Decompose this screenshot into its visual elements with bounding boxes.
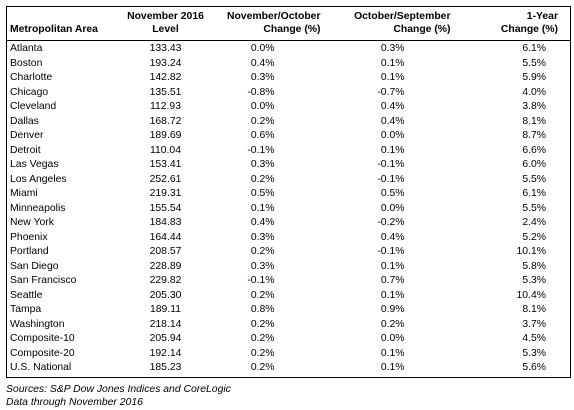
cell-metro-area: New York [10,217,54,228]
cell-level: 184.83 [149,217,182,228]
cell-metro-area: Minneapolis [10,202,66,214]
header-line-1: November 2016 [127,11,204,22]
cell-oct-sep-change: 0.2% [380,318,405,330]
cell-nov-oct-change: 0.2% [250,289,275,301]
cell-level: 189.11 [149,304,181,315]
footnotes [6,383,570,410]
cell-level: 155.54 [149,202,182,214]
cell-oct-sep-change: -0.1% [377,159,405,170]
cell-metro-area: Atlanta [10,43,43,54]
cell-oct-sep-change: -0.2% [377,217,405,228]
cell-nov-oct-change: 0.2% [250,362,275,373]
table-row [7,245,571,260]
cell-oct-sep-change: 0.1% [380,144,405,156]
document [6,6,570,410]
cell-metro-area: Los Angeles [10,173,67,185]
table-row [7,303,571,318]
cell-level: 112.93 [149,101,181,112]
cell-nov-oct-change: 0.2% [250,318,275,330]
cell-1-year-change: 5.9% [522,72,546,83]
cell-nov-oct-change: 0.8% [250,304,275,315]
cell-1-year-change: 5.3% [522,347,546,359]
cell-level: 208.57 [149,246,182,257]
cell-level: 164.44 [149,231,182,243]
cell-metro-area: Boston [10,57,43,69]
cell-oct-sep-change: -0.1% [377,246,405,257]
cell-oct-sep-change: 0.4% [380,231,405,243]
table-row [7,202,571,217]
table-row [7,41,571,57]
cell-oct-sep-change: 0.1% [380,260,405,272]
header-line-2: Change (%) [500,24,558,35]
cell-level: 205.30 [149,289,182,301]
cell-nov-oct-change: 0.0% [250,43,275,54]
cell-oct-sep-change: 0.0% [380,130,405,141]
cell-1-year-change: 4.5% [522,333,546,344]
table-row [7,100,571,115]
cell-oct-sep-change: 0.0% [380,333,405,344]
cell-nov-oct-change: 0.3% [250,260,275,272]
table-row [7,347,571,362]
table-row [7,129,571,144]
cell-metro-area: Las Vegas [10,159,59,170]
header-1-year-change [463,7,571,41]
table-row [7,187,571,202]
cell-nov-oct-change: 0.1% [250,202,275,214]
table-row [7,71,571,86]
cell-1-year-change: 6.1% [522,188,546,199]
header-line-1: November/October [226,11,321,22]
table-body [7,41,571,378]
cell-level: 228.89 [149,260,182,272]
table-row [7,173,571,188]
cell-1-year-change: 8.7% [522,130,546,141]
cell-metro-area: Washington [10,318,65,330]
cell-oct-sep-change: 0.5% [380,188,405,199]
header-line-1: October/September [354,11,451,22]
table-row [7,274,571,289]
cell-metro-area: U.S. National [10,362,72,373]
cell-1-year-change: 5.3% [522,275,546,286]
cell-level: 229.82 [149,275,182,286]
cell-nov-oct-change: 0.2% [250,333,275,344]
cell-1-year-change: 5.8% [522,260,546,272]
cell-nov-oct-change: 0.0% [250,101,275,112]
cell-metro-area: Seattle [10,289,43,301]
header-line-2: Change (%) [393,24,451,35]
header-line-2: Change (%) [263,24,321,35]
table-row [7,332,571,347]
cell-nov-oct-change: 0.5% [250,188,275,199]
cell-oct-sep-change: 0.1% [380,72,405,83]
cell-1-year-change: 6.0% [522,159,546,170]
cell-metro-area: Charlotte [10,72,53,83]
cell-level: 142.82 [149,72,182,83]
sources-note: Sources: S&P Dow Jones Indices and CoreLogic [6,383,231,395]
cell-1-year-change: 3.7% [522,318,546,330]
cell-oct-sep-change: 0.1% [380,362,405,373]
cell-metro-area: Composite-10 [10,333,75,344]
cell-nov-oct-change: 0.2% [250,173,275,185]
cell-1-year-change: 10.4% [516,289,546,301]
table-row [7,144,571,159]
table-header [7,7,571,41]
table-row [7,216,571,231]
cell-nov-oct-change: -0.1% [247,144,275,156]
cell-metro-area: Miami [10,188,38,199]
cell-level: 168.72 [149,115,182,127]
header-metropolitan-area [7,7,115,41]
cell-nov-oct-change: 0.3% [250,231,275,243]
table-row [7,361,571,377]
cell-oct-sep-change: 0.4% [380,101,405,112]
cell-nov-oct-change: 0.2% [250,246,275,257]
table-row [7,318,571,333]
cell-oct-sep-change: 0.7% [380,275,405,286]
home-price-table [6,6,571,378]
cell-level: 189.69 [149,130,182,141]
cell-nov-oct-change: 0.2% [250,115,275,127]
cell-metro-area: Cleveland [10,101,57,112]
cell-1-year-change: 6.1% [522,43,546,54]
cell-metro-area: Phoenix [10,231,48,243]
cell-oct-sep-change: 0.1% [380,289,405,301]
header-oct-sep-change [337,7,463,41]
cell-oct-sep-change: 0.0% [380,202,405,214]
cell-level: 135.51 [149,86,182,98]
table-row [7,158,571,173]
cell-1-year-change: 8.1% [522,304,546,315]
cell-metro-area: Dallas [10,115,39,127]
header-row [7,7,571,41]
cell-level: 133.43 [149,43,182,54]
cell-level: 219.31 [149,188,182,199]
cell-nov-oct-change: 0.2% [250,347,275,359]
cell-oct-sep-change: 0.1% [380,347,405,359]
cell-nov-oct-change: 0.6% [250,130,275,141]
cell-level: 193.24 [149,57,182,69]
cell-1-year-change: 3.8% [522,101,546,112]
cell-1-year-change: 8.1% [522,115,546,127]
cell-oct-sep-change: 0.4% [380,115,405,127]
cell-metro-area: Chicago [10,86,49,98]
cell-level: 153.41 [149,159,182,170]
cell-1-year-change: 10.1% [516,246,546,257]
header-nov-oct-change [217,7,337,41]
cell-metro-area: Denver [10,130,44,141]
cell-oct-sep-change: 0.9% [380,304,405,315]
table-row [7,115,571,130]
cell-1-year-change: 5.5% [522,202,546,214]
cell-level: 218.14 [149,318,182,330]
cell-1-year-change: 5.5% [522,57,546,69]
cell-nov-oct-change: 0.4% [250,217,275,228]
cell-level: 185.23 [149,362,182,373]
data-through-note: Data through November 2016 [6,397,143,408]
cell-oct-sep-change: -0.7% [377,86,405,98]
cell-nov-oct-change: 0.3% [250,72,275,83]
cell-oct-sep-change: 0.3% [380,43,405,54]
cell-level: 192.14 [149,347,182,359]
cell-metro-area: Portland [10,246,49,257]
cell-nov-oct-change: 0.3% [250,159,275,170]
header-line-2: Level [152,24,179,35]
cell-1-year-change: 4.0% [522,86,546,98]
table-row [7,289,571,304]
cell-metro-area: Composite-20 [10,347,75,359]
cell-metro-area: Tampa [10,304,42,315]
cell-1-year-change: 5.2% [522,231,546,243]
table-row [7,86,571,101]
cell-metro-area: San Diego [10,260,59,272]
cell-metro-area: Detroit [10,144,41,156]
header-line-1: 1-Year [526,11,558,22]
cell-level: 110.04 [149,144,181,156]
cell-1-year-change: 2.4% [522,217,546,228]
table-row [7,57,571,72]
cell-nov-oct-change: 0.4% [250,57,275,69]
cell-nov-oct-change: -0.8% [247,86,275,98]
cell-1-year-change: 5.5% [522,173,546,185]
header-line-2: Metropolitan Area [10,24,98,35]
header-level [115,7,217,41]
cell-oct-sep-change: 0.1% [380,57,405,69]
cell-1-year-change: 6.6% [522,144,546,156]
cell-level: 205.94 [149,333,182,344]
table-row [7,231,571,246]
cell-level: 252.61 [149,173,182,185]
cell-oct-sep-change: -0.1% [377,173,405,185]
cell-1-year-change: 5.6% [522,362,546,373]
cell-metro-area: San Francisco [10,275,77,286]
cell-nov-oct-change: -0.1% [247,275,275,286]
table-row [7,260,571,275]
